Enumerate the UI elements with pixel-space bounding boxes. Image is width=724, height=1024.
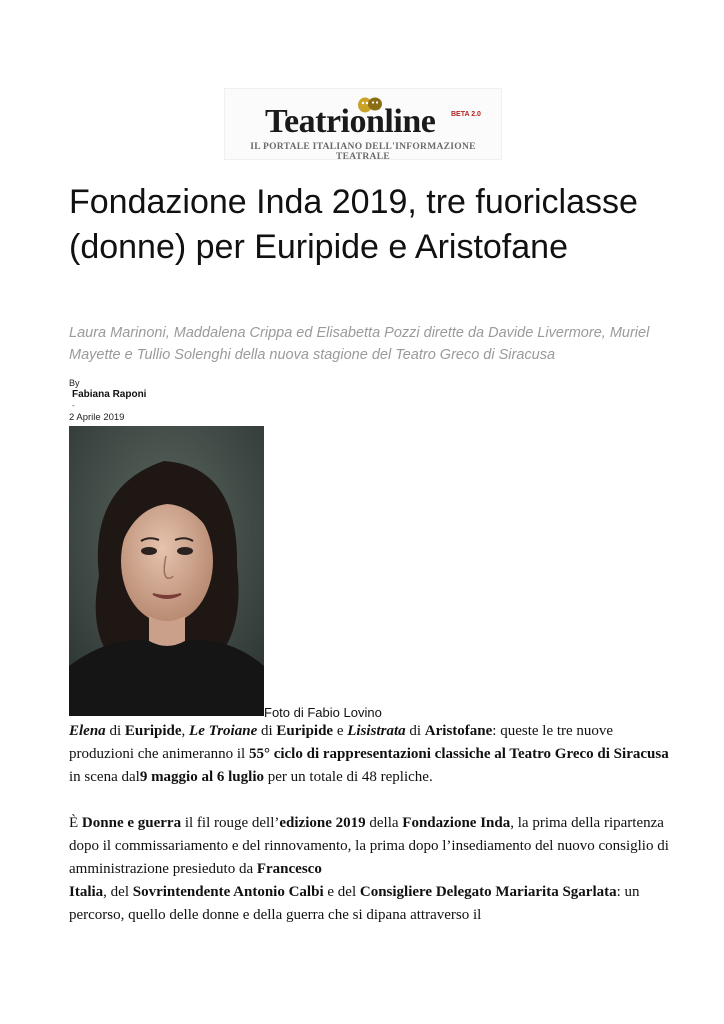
author-ref: Euripide: [276, 723, 334, 739]
play-title: Elena: [69, 723, 106, 739]
emphasis: 9 maggio al 6 luglio: [139, 769, 264, 785]
author-name[interactable]: Fabiana Raponi: [72, 389, 147, 400]
byline-separator: -: [72, 401, 75, 410]
author-ref: Aristofane: [424, 723, 493, 739]
text-run: , la prima della ripartenza dopo il commissariamento e del rinnovamento, la prima dopo l’insediamento del nuovo consiglio di amministrazione presieduto da: [69, 815, 669, 877]
text-run: e: [333, 723, 348, 739]
article-title: Fondazione Inda 2019, tre fuoriclasse (donne) per Euripide e Aristofane: [69, 183, 638, 266]
text-run: della: [365, 815, 403, 831]
text-run: di: [405, 723, 425, 739]
text-run: di: [257, 723, 277, 739]
logo-name-part2: online: [349, 103, 436, 140]
emphasis: edizione 2019: [279, 815, 366, 831]
text-run: È: [69, 815, 82, 831]
article-subtitle: Laura Marinoni, Maddalena Crippa ed Elisabetta Pozzi dirette da Davide Livermore, Muriel Mayette e Tullio Solenghi della nuova stagione del Teatro Greco di Siracusa: [69, 325, 650, 363]
author-ref: Euripide: [124, 723, 182, 739]
text-run: e del: [323, 884, 360, 900]
paragraph-1: [69, 720, 669, 789]
emphasis: 55° ciclo di rappresentazioni classiche al Teatro Greco di Siracusa: [248, 746, 669, 762]
publish-date: 2 Aprile 2019: [69, 412, 125, 423]
text-run: : un percorso, quello delle donne e della guerra che si dipana attraverso il: [69, 884, 640, 923]
emphasis: Italia: [69, 884, 104, 900]
text-run: di: [105, 723, 125, 739]
portrait-image: [69, 426, 264, 716]
emphasis: Sovrintendente Antonio Calbi: [132, 884, 324, 900]
emphasis: Donne e guerra: [81, 815, 182, 831]
text-run: in scena dal: [69, 769, 140, 785]
emphasis: Consigliere Delegato Mariarita Sgarlata: [359, 884, 617, 900]
article-photo: [69, 426, 264, 716]
emphasis: Francesco: [256, 861, 322, 877]
emphasis: Fondazione Inda: [402, 815, 511, 831]
text-run: : queste le tre nuove produzioni che animeranno il: [69, 723, 614, 762]
logo-name-part1: Teatri: [265, 103, 350, 140]
site-logo[interactable]: [224, 88, 502, 160]
logo-beta-badge: BETA 2.0: [451, 111, 481, 118]
byline-label: By: [69, 378, 80, 388]
text-run: il fil rouge dell’: [181, 815, 280, 831]
play-title: Le Troiane: [189, 723, 258, 739]
paragraph-2: [69, 812, 669, 927]
text-run: , del: [103, 884, 133, 900]
text-run: per un totale di 48 repliche.: [264, 769, 433, 785]
photo-caption: Foto di Fabio Lovino: [264, 705, 382, 720]
play-title: Lisistrata: [347, 723, 406, 739]
logo-wordmark: [265, 105, 435, 139]
logo-tagline: IL PORTALE ITALIANO DELL'INFORMAZIONE TEATRALE: [250, 142, 476, 162]
text-run: ,: [181, 723, 190, 739]
article-body: [69, 720, 669, 950]
